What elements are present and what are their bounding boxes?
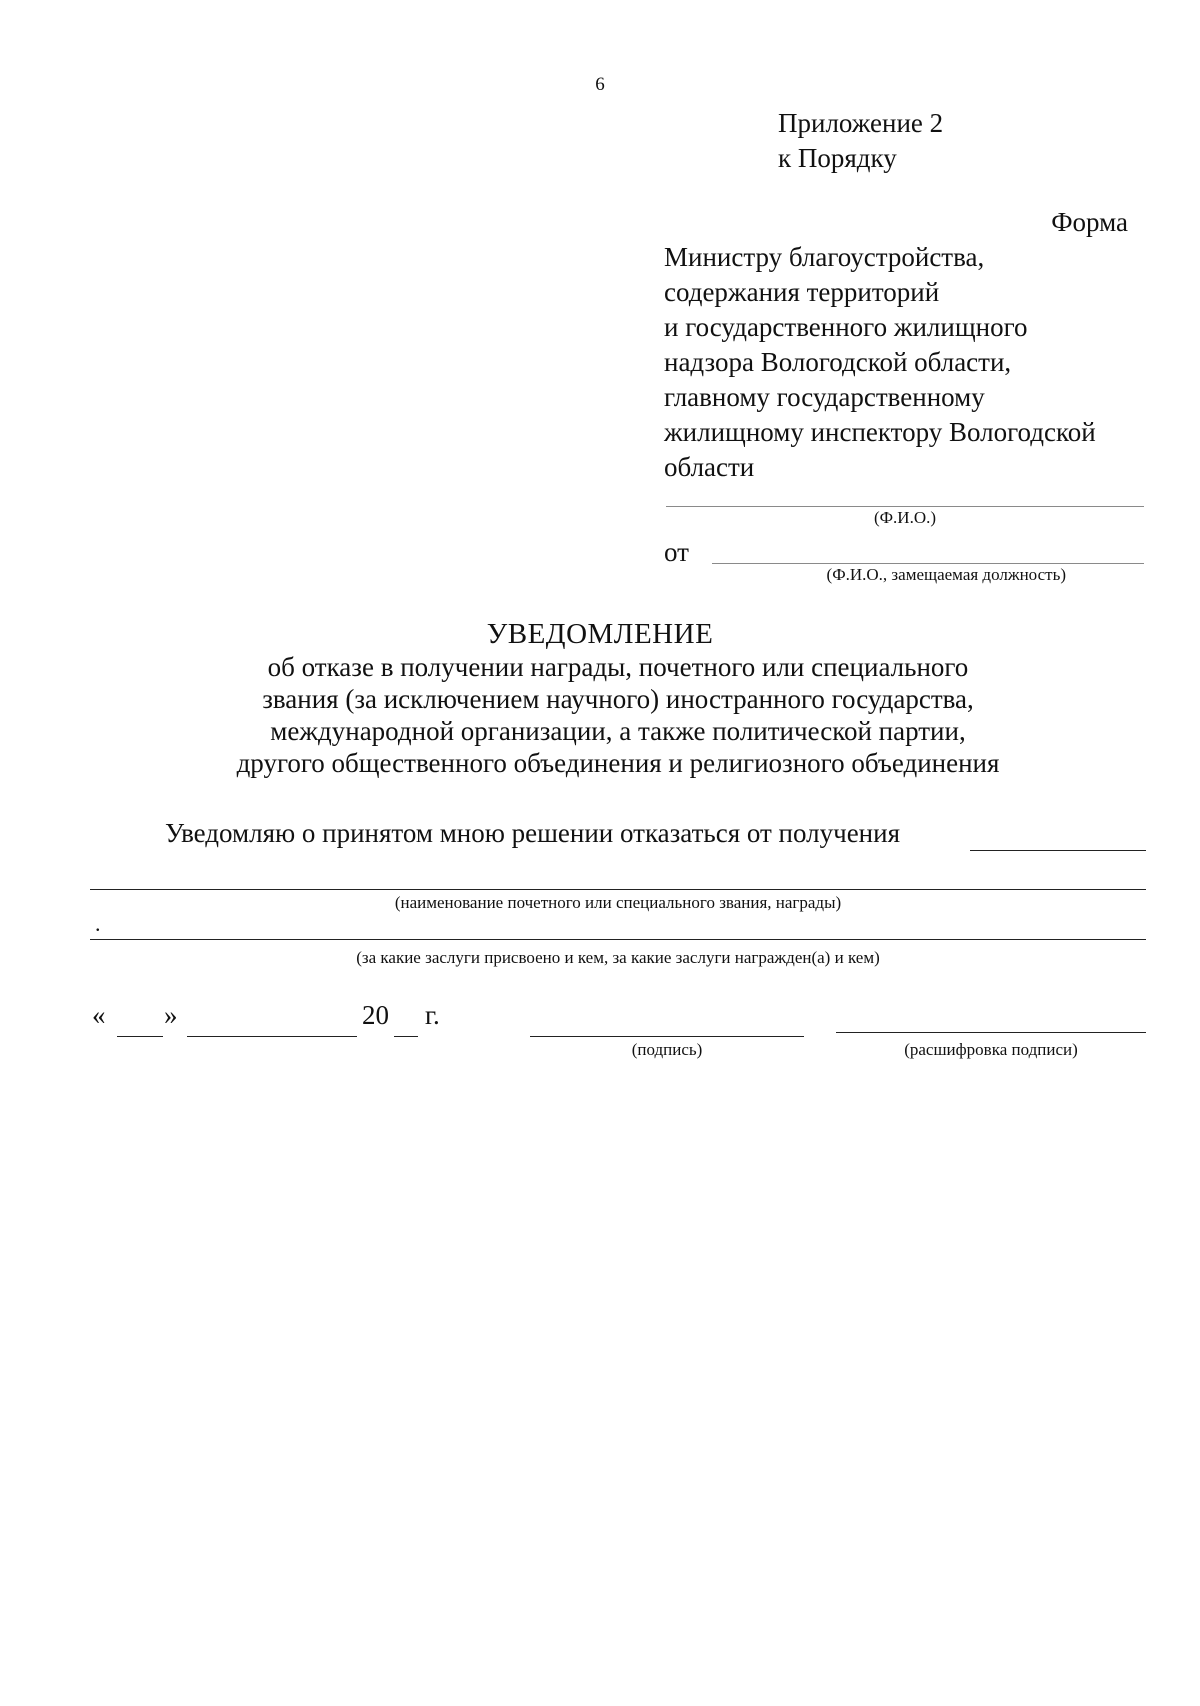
merits-caption: (за какие заслуги присвоено и кем, за какие заслуги награжден(а) и кем) xyxy=(356,948,880,967)
addressee-line: надзора Вологодской области, xyxy=(664,347,1012,377)
addressee-line: главному государственному xyxy=(664,382,985,412)
decryption-field-line[interactable] xyxy=(836,1032,1146,1033)
addressee-line: жилищному инспектору Вологодской xyxy=(664,417,1096,447)
notify-inline-field[interactable] xyxy=(970,850,1146,851)
from-caption: (Ф.И.О., замещаемая должность) xyxy=(826,565,1066,584)
document-title: УВЕДОМЛЕНИЕ xyxy=(486,618,714,650)
date-close-quote: » xyxy=(164,1000,178,1030)
subtitle-line: международной организации, а также политической партии, xyxy=(270,716,966,746)
signature-field-line[interactable] xyxy=(530,1036,804,1037)
year-field-line[interactable] xyxy=(394,1036,418,1037)
year-prefix: 20 xyxy=(362,1000,389,1030)
document-subtitle xyxy=(0,651,1200,779)
addressee-line: содержания территорий xyxy=(664,277,940,307)
subtitle-line: об отказе в получении награды, почетного или специального xyxy=(267,652,969,682)
award-caption: (наименование почетного или специального звания, награды) xyxy=(394,893,842,912)
page-number: 6 xyxy=(595,74,605,95)
merits-field-line[interactable] xyxy=(90,939,1146,940)
appendix-line-1: Приложение 2 xyxy=(778,108,944,138)
from-label: от xyxy=(664,537,689,567)
month-field-line[interactable] xyxy=(187,1036,357,1037)
dot-mark: . xyxy=(95,911,101,936)
addressee-line: Министру благоустройства, xyxy=(664,242,985,272)
date-open-quote: « xyxy=(92,1000,106,1030)
fio-caption: (Ф.И.О.) xyxy=(873,508,937,527)
addressee-line: и государственного жилищного xyxy=(664,312,1028,342)
addressee-block xyxy=(664,240,1096,485)
appendix-header xyxy=(778,106,943,176)
day-field-line[interactable] xyxy=(117,1036,163,1037)
appendix-line-2: к Порядку xyxy=(778,143,897,173)
fio-field-line[interactable] xyxy=(666,506,1144,507)
decryption-caption: (расшифровка подписи) xyxy=(904,1040,1078,1059)
addressee-line: области xyxy=(664,452,755,482)
from-field-line[interactable] xyxy=(712,563,1144,564)
year-suffix: г. xyxy=(425,1000,440,1030)
subtitle-line: звания (за исключением научного) иностранного государства, xyxy=(262,684,974,714)
notify-text: Уведомляю о принятом мною решении отказаться от получения xyxy=(165,818,900,848)
award-name-field-line[interactable] xyxy=(90,889,1146,890)
signature-caption: (подпись) xyxy=(631,1040,703,1059)
form-label: Форма xyxy=(1051,207,1128,237)
subtitle-line: другого общественного объединения и религиозного объединения xyxy=(236,748,1000,778)
